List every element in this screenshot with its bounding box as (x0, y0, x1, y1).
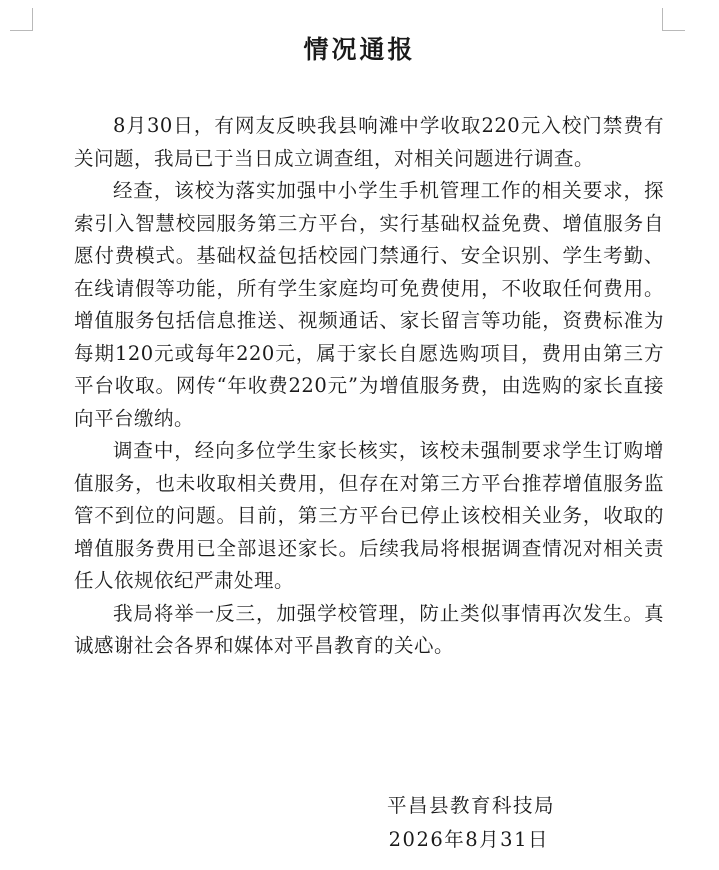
margin-corner-mark-top-right (662, 8, 685, 31)
signature-organization: 平昌县教育科技局 (386, 794, 555, 817)
paragraph-3: 调查中，经向多位学生家长核实，该校未强制要求学生订购增值服务，也未收取相关费用，但存在对第三方平台推荐增值服务监管不到位的问题。目前，第三方平台已停止该校相关业务，收取的增值服务费用已全部退还家长。后续我局将根据调查情况对相关责任人依规依纪严肃处理。 (74, 439, 664, 592)
paragraph-2: 经查，该校为落实加强中小学生手机管理工作的相关要求，探索引入智慧校园服务第三方平台，实行基础权益免费、增值服务自愿付费模式。基础权益包括校园门禁通行、安全识别、学生考勤、在线请假等功能，所有学生家庭均可免费使用，不收取任何费用。增值服务包括信息推送、视频通话、家长留言等功能，资费标准为每期120元或每年220元，属于家长自愿选购项目，费用由第三方平台收取。网传“年收费220元”为增值服务费，由选购的家长直接向平台缴纳。 (74, 179, 664, 430)
margin-corner-mark-top-left (10, 8, 33, 31)
paragraph-1: 8月30日，有网友反映我县响滩中学收取220元入校门禁费有关问题，我局已于当日成立调查组，对相关问题进行调查。 (74, 114, 664, 170)
document-title: 情况通报 (303, 35, 416, 64)
signature-date: 2026年8月31日 (388, 828, 549, 851)
document-body (74, 110, 664, 663)
paragraph-4: 我局将举一反三，加强学校管理，防止类似事情再次发生。真诚感谢社会各界和媒体对平昌教育的关心。 (74, 601, 664, 657)
